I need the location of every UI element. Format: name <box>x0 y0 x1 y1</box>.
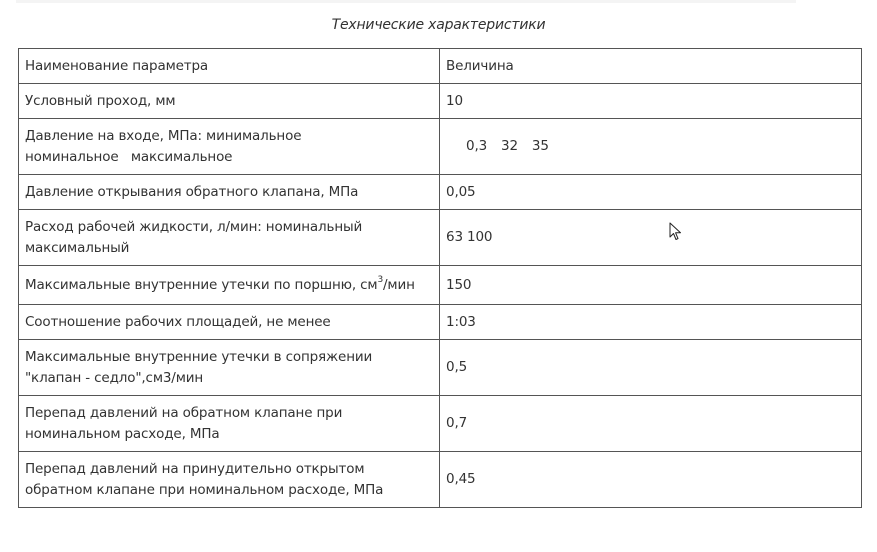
param-line: Максимальные внутренние утечки в сопряжении <box>25 348 373 365</box>
table-row <box>19 119 862 175</box>
param-line: Перепад давлений на обратном клапане при <box>25 404 343 421</box>
param-line: номинальное максимальное <box>25 148 233 165</box>
param-cell <box>19 340 440 396</box>
table-row <box>19 175 862 210</box>
value-cell: 0,45 <box>440 452 862 508</box>
header-param: Наименование параметра <box>19 49 440 84</box>
table-row <box>19 452 862 508</box>
top-strip <box>16 0 796 3</box>
value-cell: 63 100 <box>440 210 862 266</box>
table-row <box>19 210 862 266</box>
value-cell: 0,7 <box>440 396 862 452</box>
param-cell <box>19 210 440 266</box>
table-row <box>19 305 862 340</box>
param-cell: Давление открывания обратного клапана, МПа <box>19 175 440 210</box>
value-cell: 0,5 <box>440 340 862 396</box>
table-header-row <box>19 49 862 84</box>
header-value: Величина <box>440 49 862 84</box>
param-cell <box>19 452 440 508</box>
param-line: Расход рабочей жидкости, л/мин: номинальный <box>25 218 363 235</box>
param-line: "клапан - седло",см3/мин <box>25 369 204 386</box>
value-cell: 10 <box>440 84 862 119</box>
param-cell: Соотношение рабочих площадей, не менее <box>19 305 440 340</box>
mouse-pointer-icon <box>669 222 683 242</box>
param-line: номинальном расходе, МПа <box>25 425 220 442</box>
table-row <box>19 396 862 452</box>
value-nominal: 32 <box>501 138 518 154</box>
param-line: Перепад давлений на принудительно открытом <box>25 460 365 477</box>
param-cell <box>19 396 440 452</box>
param-cell <box>19 119 440 175</box>
param-unit: /мин <box>383 276 415 293</box>
superscript: 3 <box>377 275 384 285</box>
value-cell <box>440 119 862 175</box>
value-cell: 1:03 <box>440 305 862 340</box>
table-row <box>19 340 862 396</box>
table-row <box>19 84 862 119</box>
value-cell: 0,05 <box>440 175 862 210</box>
param-cell: Условный проход, мм <box>19 84 440 119</box>
specifications-table <box>18 48 862 508</box>
param-cell <box>19 266 440 305</box>
table-caption: Технические характеристики <box>331 17 546 33</box>
value-cell: 150 <box>440 266 862 305</box>
param-line: максимальный <box>25 239 130 256</box>
table-row <box>19 266 862 305</box>
value-max: 35 <box>531 138 549 154</box>
param-line: Давление на входе, МПа: минимальное <box>25 127 302 144</box>
value-min: 0,3 <box>466 138 488 154</box>
param-text: Максимальные внутренние утечки по поршню, см <box>25 276 378 293</box>
param-line: обратном клапане при номинальном расходе, МПа <box>25 481 384 498</box>
